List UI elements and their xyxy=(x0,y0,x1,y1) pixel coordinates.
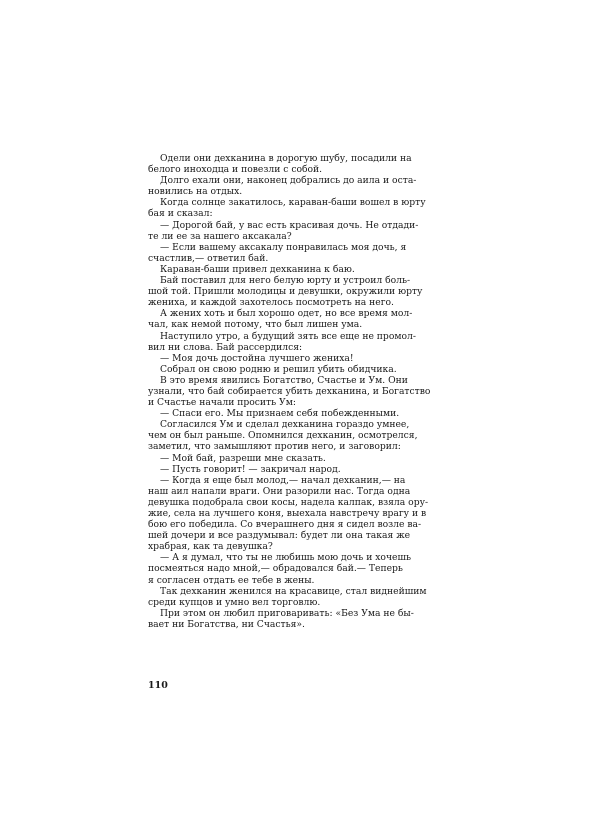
text-line: жие, села на лучшего коня, выехала навстречу врагу и в xyxy=(148,508,427,519)
text-line: шой той. Пришли молодицы и девушки, окружили юрту xyxy=(148,286,423,298)
text-line: девушка подобрала свои косы, надела калпак, взяла ору- xyxy=(148,496,429,508)
paragraph xyxy=(148,408,444,419)
text-line: — Моя дочь достойна лучшего жениха! xyxy=(160,352,354,364)
paragraph xyxy=(148,175,444,197)
text-line: бою его победила. Со вчерашнего дня я сидел возле ва- xyxy=(148,519,422,531)
text-line: Бай поставил для него белую юрту и устроил боль- xyxy=(160,275,411,287)
text-line: храбрая, как та девушка? xyxy=(148,541,273,553)
text-line: Одели они дехканина в дорогую шубу, посадили на xyxy=(160,153,412,164)
text-line: шей дочери и все раздумывал: будет ли она такая же xyxy=(148,530,411,542)
text-line: Собрал он свою родню и решил убить обидчика. xyxy=(160,363,397,375)
text-line: вил ни слова. Бай рассердился: xyxy=(148,341,303,353)
text-line: наш аил напали враги. Они разорили нас. Тогда одна xyxy=(148,485,411,497)
story-text xyxy=(148,153,444,630)
paragraph xyxy=(148,275,444,308)
paragraph xyxy=(148,331,444,353)
text-line: жениха, и каждой захотелось посмотреть на него. xyxy=(148,297,394,309)
text-line: заметил, что замышляют против него, и заговорил: xyxy=(148,441,401,453)
paragraph xyxy=(148,264,444,275)
text-line: посмеяться надо мной,— обрадовался бай.— Теперь xyxy=(148,563,403,575)
paragraph xyxy=(148,153,444,175)
text-line: среди купцов и умно вел торговлю. xyxy=(148,596,321,608)
text-line: — Когда я еще был молод,— начал дехканин,— на xyxy=(160,474,406,486)
text-line: бая и сказал: xyxy=(148,208,213,220)
text-line: вает ни Богатства, ни Счастья». xyxy=(148,618,305,630)
paragraph xyxy=(148,586,444,608)
paragraph xyxy=(148,552,444,585)
text-line: — Спаси его. Мы признаем себя побежденными. xyxy=(160,408,400,420)
text-line: Наступило утро, а будущий зять все еще не промол- xyxy=(160,330,416,342)
text-line: Караван-баши привел дехканина к баю. xyxy=(160,263,355,275)
paragraph xyxy=(148,308,444,330)
paragraph xyxy=(148,242,444,264)
paragraph xyxy=(148,464,444,475)
text-line: — Если вашему аксакалу понравилась моя дочь, я xyxy=(160,241,407,253)
text-line: новились на отдых. xyxy=(148,186,243,198)
page-number: 110 xyxy=(148,680,168,691)
text-line: В это время явились Богатство, Счастье и Ум. Они xyxy=(160,374,408,386)
text-line: При этом он любил приговаривать: «Без Ума не бы- xyxy=(160,607,414,619)
text-line: Когда солнце закатилось, караван-баши вошел в юрту xyxy=(160,197,426,209)
paragraph xyxy=(148,375,444,408)
text-line: Долго ехали они, наконец добрались до аила и оста- xyxy=(160,175,417,187)
text-line: и Счастье начали просить Ум: xyxy=(148,397,296,409)
paragraph xyxy=(148,197,444,219)
text-line: счастлив,— ответил бай. xyxy=(148,252,269,264)
paragraph xyxy=(148,353,444,364)
text-line: Согласился Ум и сделал дехканина гораздо умнее, xyxy=(160,419,410,431)
text-line: Так дехканин женился на красавице, стал виднейшим xyxy=(160,585,427,597)
text-line: — Пусть говорит! — закричал народ. xyxy=(160,463,341,475)
text-line: — Мой бай, разреши мне сказать. xyxy=(160,452,326,464)
paragraph xyxy=(148,608,444,630)
text-line: чал, как немой потому, что был лишен ума. xyxy=(148,319,363,331)
paragraph xyxy=(148,419,444,452)
text-line: узнали, что бай собирается убить дехканина, и Богатство xyxy=(148,385,431,397)
text-line: я согласен отдать ее тебе в жены. xyxy=(148,574,315,586)
text-line: — Дорогой бай, у вас есть красивая дочь. Не отдади- xyxy=(160,219,419,231)
paragraph xyxy=(148,220,444,242)
paragraph xyxy=(148,364,444,375)
text-line: А жених хоть и был хорошо одет, но все время мол- xyxy=(160,308,413,320)
text-line: белого иноходца и повезли с собой. xyxy=(148,164,323,176)
paragraph xyxy=(148,453,444,464)
text-line: чем он был раньше. Опомнился дехканин, осмотрелся, xyxy=(148,430,418,442)
text-line: те ли ее за нашего аксакала? xyxy=(148,230,292,242)
paragraph xyxy=(148,475,444,553)
text-line: — А я думал, что ты не любишь мою дочь и хочешь xyxy=(160,552,412,564)
